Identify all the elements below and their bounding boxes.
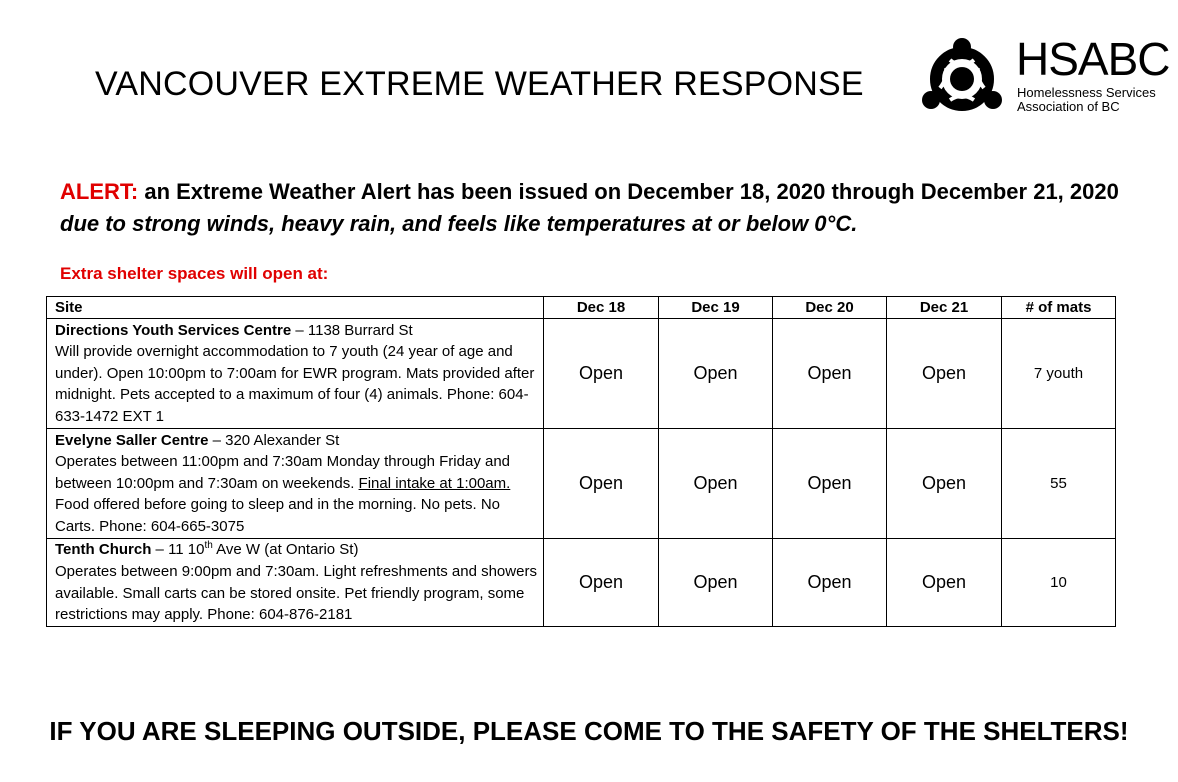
site-address: – 11 10 — [151, 541, 205, 559]
mats-cell: 7 youth — [1002, 319, 1116, 429]
column-header-dec21: Dec 21 — [887, 297, 1002, 319]
status-cell: Open — [887, 319, 1002, 429]
status-cell: Open — [773, 319, 887, 429]
mats-cell: 10 — [1002, 539, 1116, 627]
column-header-mats: # of mats — [1002, 297, 1116, 319]
column-header-site: Site — [47, 297, 544, 319]
site-address: – 1138 Burrard St — [291, 321, 413, 339]
site-cell — [47, 429, 544, 539]
final-intake-note: Final intake at 1:00am. — [358, 474, 511, 492]
logo-subtitle-line1: Homelessness Services — [1017, 85, 1156, 100]
site-details-cont: Food offered before going to sleep and in the morning. No pets. No Carts. Phone: 604-665-3075 — [55, 496, 501, 535]
people-circle-logo-icon — [920, 38, 1004, 120]
table-row — [47, 539, 1116, 627]
alert-label: ALERT: — [60, 179, 139, 204]
site-cell — [47, 319, 544, 429]
page-title: VANCOUVER EXTREME WEATHER RESPONSE — [95, 64, 864, 103]
column-header-dec18: Dec 18 — [544, 297, 659, 319]
extra-shelter-heading: Extra shelter spaces will open at: — [60, 264, 329, 283]
site-name: Tenth Church — [55, 541, 152, 559]
site-address-cont: Ave W (at Ontario St) — [212, 541, 359, 559]
status-cell: Open — [544, 429, 659, 539]
hsabc-logo — [920, 33, 1170, 122]
table-row — [47, 429, 1116, 539]
column-header-dec19: Dec 19 — [659, 297, 773, 319]
status-cell: Open — [544, 539, 659, 627]
ordinal-suffix: th — [204, 540, 213, 552]
status-cell: Open — [887, 539, 1002, 627]
status-cell: Open — [659, 429, 773, 539]
alert-message — [60, 176, 1120, 240]
status-cell: Open — [659, 539, 773, 627]
table-row — [47, 319, 1116, 429]
site-name: Directions Youth Services Centre — [55, 321, 292, 339]
alert-reason: due to strong winds, heavy rain, and feels like temperatures at or below 0°C. — [60, 211, 858, 236]
shelter-table — [46, 296, 1116, 627]
logo-wordmark: HSABC — [1016, 33, 1170, 85]
status-cell: Open — [544, 319, 659, 429]
site-name: Evelyne Saller Centre — [55, 431, 209, 449]
status-cell: Open — [659, 319, 773, 429]
site-details: Will provide overnight accommodation to 7 youth (24 year of age and under). Open 10:00pm to 7:00am for EWR program. Mats provided after midnight. Pets accepted to a maximum of four (4) animals. Phone: 604-633-1472 EXT 1 — [55, 343, 535, 425]
column-header-dec20: Dec 20 — [773, 297, 887, 319]
alert-text: an Extreme Weather Alert has been issued on December 18, 2020 through December 21, 2020 — [138, 179, 1119, 204]
site-cell — [47, 539, 544, 627]
site-details: Operates between 11:00pm and 7:30am Monday through Friday and between 10:00pm and 7:30am on weekends. — [55, 453, 511, 492]
footer-message: IF YOU ARE SLEEPING OUTSIDE, PLEASE COME TO THE SAFETY OF THE SHELTERS! — [49, 716, 1129, 746]
site-details: Operates between 9:00pm and 7:30am. Light refreshments and showers available. Small carts can be stored onsite. Pet friendly program, some restrictions may apply. Phone: 604-876-2181 — [55, 562, 537, 624]
logo-subtitle-line2: Association of BC — [1017, 99, 1120, 114]
status-cell: Open — [773, 539, 887, 627]
mats-cell: 55 — [1002, 429, 1116, 539]
status-cell: Open — [773, 429, 887, 539]
table-header-row — [47, 297, 1116, 319]
status-cell: Open — [887, 429, 1002, 539]
site-address: – 320 Alexander St — [208, 431, 340, 449]
